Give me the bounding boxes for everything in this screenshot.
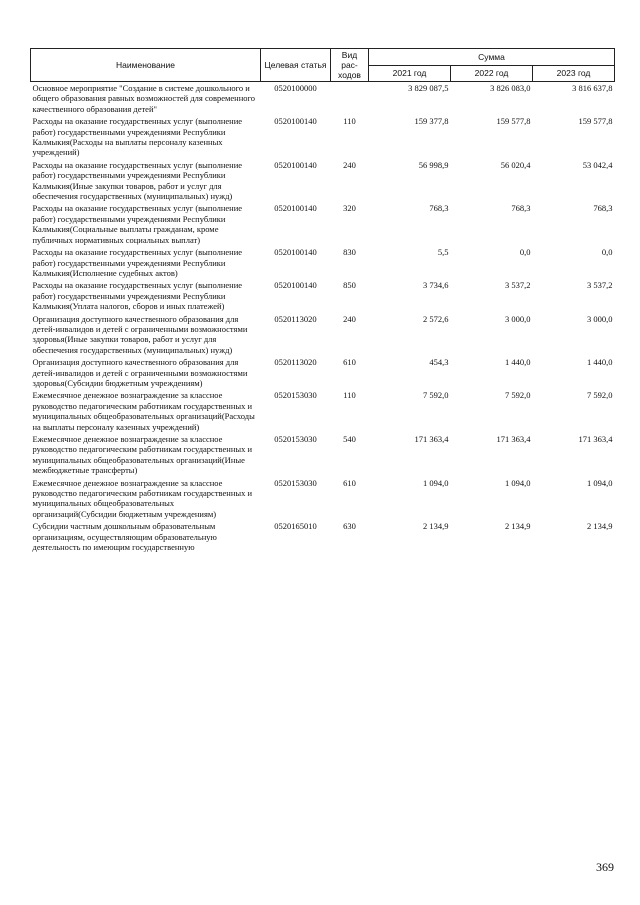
row-target-article: 0520153030 <box>274 434 317 444</box>
row-sum-2023: 3 000,0 <box>587 313 613 324</box>
row-sum-2023: 2 134,9 <box>587 521 613 532</box>
row-sum-2021: 1 094,0 <box>423 477 449 488</box>
row-sum-2021: 454,3 <box>429 357 449 368</box>
row-expense-type: 240 <box>343 313 356 324</box>
row-target-article: 0520100140 <box>274 116 317 127</box>
header-year-2023: 2023 год <box>533 65 615 82</box>
row-expense-type: 110 <box>343 116 356 127</box>
budget-table <box>30 48 615 554</box>
row-sum-2022: 3 537,2 <box>505 280 531 291</box>
row-target-article: 0520113020 <box>274 357 317 368</box>
row-sum-2022: 3 000,0 <box>505 313 531 324</box>
row-expense-type: 110 <box>343 390 356 401</box>
row-sum-2021: 5,5 <box>437 247 449 258</box>
row-sum-2021: 3 734,6 <box>423 280 449 291</box>
table-row <box>31 357 615 390</box>
row-name: Организация доступного качественного образования для детей-инвалидов и детей с ограниченными возможностями здоровья(Иные закупки товаров, работ и услуг для обеспечения государственных (муниципальных) нужд) <box>32 313 248 355</box>
table-row <box>31 247 615 280</box>
row-sum-2023: 0,0 <box>601 247 613 258</box>
row-expense-type: 320 <box>343 203 356 214</box>
row-expense-type: 540 <box>343 434 356 444</box>
row-name: Расходы на оказание государственных услуг (выполнение работ) государственными учреждениями Республики Калмыкия(Расходы на выплаты персоналу казенных учреждений) <box>32 116 243 158</box>
row-sum-2023: 7 592,0 <box>587 390 613 401</box>
row-sum-2023: 3 537,2 <box>587 280 613 291</box>
row-sum-2022: 3 826 083,0 <box>490 83 531 93</box>
row-name: Расходы на оказание государственных услуг (выполнение работ) государственными учреждениями Республики Калмыкия(Уплата налогов, сборов и иных платежей) <box>32 280 243 312</box>
row-expense-type: 240 <box>343 159 356 170</box>
table-row <box>31 116 615 160</box>
row-target-article: 0520100140 <box>274 203 317 214</box>
row-sum-2022: 1 440,0 <box>505 357 531 368</box>
row-sum-2023: 1 094,0 <box>587 477 613 488</box>
row-sum-2022: 1 094,0 <box>505 477 531 488</box>
table-row <box>31 314 615 358</box>
row-sum-2021: 2 572,6 <box>423 313 449 324</box>
row-expense-type <box>331 82 369 117</box>
row-target-article: 0520113020 <box>274 313 317 324</box>
header-target-article: Целевая статья <box>261 49 331 82</box>
header-expense-type: Вид рас-ходов <box>331 49 369 82</box>
header-year-2022: 2022 год <box>451 65 533 82</box>
row-target-article: 0520100140 <box>274 280 317 291</box>
table-row <box>31 478 615 522</box>
page-number: 369 <box>596 860 614 874</box>
row-expense-type: 610 <box>343 477 356 488</box>
row-target-article: 0520100140 <box>274 159 317 170</box>
row-name: Ежемесячное денежное вознаграждение за классное руководство педагогическим работникам государственных и муниципальных общеобразовательных организаций(Иные межбюджетные трансферты) <box>32 434 253 476</box>
row-sum-2021: 2 134,9 <box>423 521 449 532</box>
row-sum-2022: 7 592,0 <box>505 390 531 401</box>
header-sum: Сумма <box>369 49 615 66</box>
row-sum-2023: 3 816 637,8 <box>572 83 613 93</box>
row-sum-2022: 768,3 <box>511 203 531 214</box>
row-sum-2023: 53 042,4 <box>582 159 613 170</box>
table-body <box>31 82 615 555</box>
row-sum-2022: 171 363,4 <box>496 434 531 444</box>
row-sum-2023: 159 577,8 <box>578 116 613 127</box>
table-row <box>31 434 615 478</box>
table-header <box>31 49 615 82</box>
row-sum-2021: 56 998,9 <box>418 159 449 170</box>
row-sum-2022: 2 134,9 <box>505 521 531 532</box>
table-row <box>31 390 615 434</box>
row-sum-2022: 56 020,4 <box>500 159 531 170</box>
table-row <box>31 82 615 117</box>
row-target-article: 0520100140 <box>274 247 317 258</box>
row-sum-2021: 159 377,8 <box>414 116 449 127</box>
row-target-article: 0520100000 <box>274 83 317 93</box>
row-sum-2021: 768,3 <box>429 203 449 214</box>
row-name: Ежемесячное денежное вознаграждение за классное руководство педагогическим работникам государственных и муниципальных общеобразовательных организаций(Субсидии бюджетным учреждениям) <box>32 477 253 519</box>
row-sum-2021: 3 829 087,5 <box>408 83 449 93</box>
row-sum-2022: 159 577,8 <box>496 116 531 127</box>
row-expense-type: 850 <box>343 280 356 291</box>
row-name: Ежемесячное денежное вознаграждение за классное руководство педагогическим работникам государственных и муниципальных общеобразовательных организаций(Расходы на выплаты персоналу казенных учреждений) <box>32 390 255 432</box>
table-row <box>31 521 615 554</box>
row-sum-2021: 7 592,0 <box>423 390 449 401</box>
row-sum-2023: 768,3 <box>593 203 613 214</box>
row-name: Организация доступного качественного образования для детей-инвалидов и детей с ограниченными возможностями здоровья(Субсидии бюджетным учреждениям) <box>32 357 248 388</box>
row-sum-2021: 171 363,4 <box>414 434 449 444</box>
row-expense-type: 830 <box>343 247 356 258</box>
header-name: Наименование <box>31 49 261 82</box>
header-year-2021: 2021 год <box>369 65 451 82</box>
table-row <box>31 160 615 204</box>
row-target-article: 0520153030 <box>274 390 317 401</box>
row-expense-type: 630 <box>343 521 356 532</box>
row-target-article: 0520153030 <box>274 477 317 488</box>
row-sum-2022: 0,0 <box>519 247 531 258</box>
table-row <box>31 203 615 247</box>
row-name: Расходы на оказание государственных услуг (выполнение работ) государственными учреждениями Республики Калмыкия(Иные закупки товаров, работ и услуг для обеспечения государственных (муниципальных) нужд) <box>32 159 243 202</box>
row-expense-type: 610 <box>343 357 356 368</box>
row-name: Расходы на оказание государственных услуг (выполнение работ) государственными учреждениями Республики Калмыкия(Исполнение судебных актов) <box>32 247 243 278</box>
row-target-article: 0520165010 <box>274 521 317 532</box>
row-sum-2023: 171 363,4 <box>578 434 613 444</box>
table-row <box>31 280 615 313</box>
row-sum-2023: 1 440,0 <box>587 357 613 368</box>
row-name: Основное мероприятие "Создание в системе дошкольного и общего образования равных возможностей для современного качественного образования детей" <box>32 83 256 114</box>
row-name: Субсидии частным дошкольным образовательным организациям, осуществляющим образовательную деятельность по имеющим государственную <box>32 521 217 553</box>
row-name: Расходы на оказание государственных услуг (выполнение работ) государственными учреждениями Республики Калмыкия(Социальные выплаты гражданам, кроме публичных нормативных социальных выплат) <box>32 203 243 245</box>
